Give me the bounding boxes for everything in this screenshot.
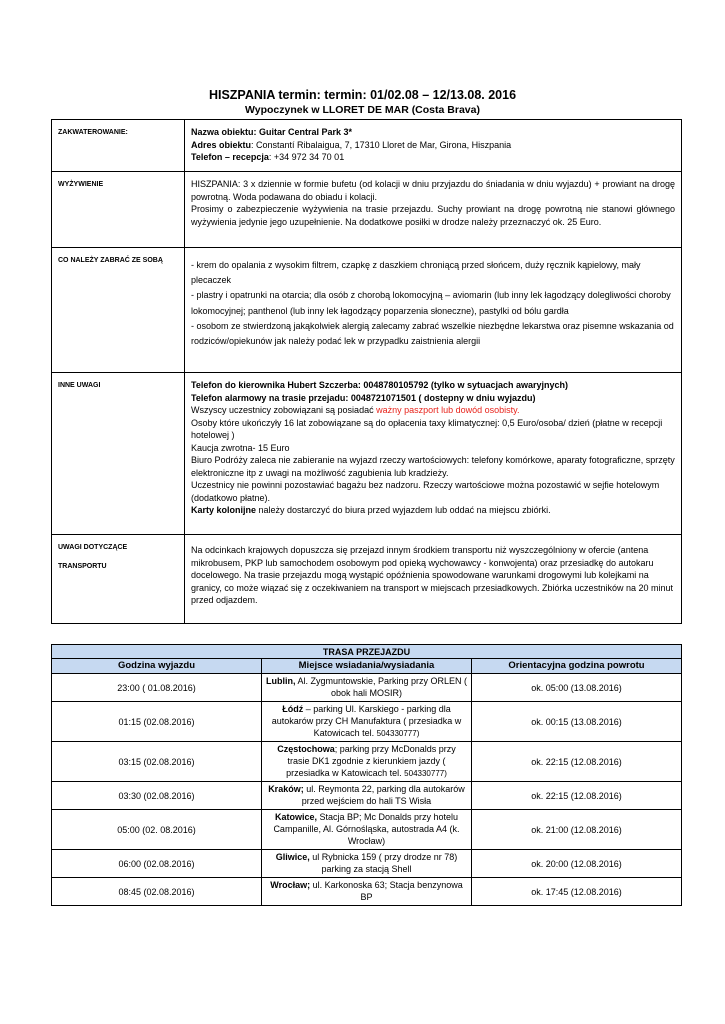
items-row [52, 248, 682, 373]
route-place [262, 742, 472, 782]
route-city: Wrocław; [270, 880, 311, 890]
passport-note [191, 404, 675, 417]
route-departure: 01:15 (02.08.2016) [52, 702, 262, 742]
route-place-text: Stacja BP; Mc Donalds przy hotelu Campanille, Al. Górnośląska, autostrada A4 (k. Wrocław) [273, 812, 460, 846]
food-paragraph-1: HISZPANIA: 3 x dziennie w formie bufetu (od kolacji w dniu przyjazdu do śniadania w dniu wyjazdu) + prowiant na drogę powrotną. Woda podawana do obiadu i kolacji. [191, 179, 675, 202]
col-departure-header: Godzina wyjazdu [52, 659, 262, 674]
phone-label: Telefon – recepcja [191, 152, 269, 162]
passport-highlight: ważny paszport lub dowód osobisty. [376, 405, 520, 415]
name-label: Nazwa obiektu [191, 127, 254, 137]
tax-note: Osoby które ukończyły 16 lat zobowiązane są do opłacenia taxy klimatycznej: 0,5 Euro/osoba/ dzień (płatne w recepcji hotelowej ) [191, 417, 663, 440]
route-city: Lublin, [265, 676, 296, 686]
transport-row [52, 535, 682, 624]
transport-label [52, 535, 185, 624]
food-paragraph-2: Prosimy o zabezpieczenie wyżywienia na trasie przejazdu. Suchy prowiant na drogę powrotną nie stanowi głównego wyżywienia jedynie jego uzupełnienie. Na dodatkowe posiłki w drodze należy przeznaczyć ok. 25 Euro. [191, 204, 675, 227]
route-city: Katowice, [274, 812, 317, 822]
route-phone-note: 504330777) [404, 769, 447, 778]
route-place [262, 674, 472, 702]
route-return: ok. 22:15 (12.08.2016) [472, 742, 682, 782]
valuables-note: Biuro Podróży zaleca nie zabieranie na wyjazd rzeczy wartościowych: telefony komórkowe, aparaty fotograficzne, sprzęty elektroniczne itp z uwagi na możliwość zagubienia lub kradzieży. [191, 455, 675, 478]
cards-note [191, 504, 675, 517]
route-place [262, 782, 472, 810]
route-row [52, 878, 682, 906]
alarm-phone: Telefon alarmowy na trasie przejadu: 0048721071501 ( dostepny w dniu wyjazdu) [191, 392, 536, 403]
items-content [185, 248, 682, 373]
route-place-text: – parking Ul. Karskiego - parking dla autokarów przy CH Manufaktura ( przesiadka w Katowicach tel. [271, 704, 462, 738]
name-value: : Guitar Central Park 3* [253, 127, 353, 137]
transport-text: Na odcinkach krajowych dopuszcza się przejazd innym środkiem transportu niż wyszczególniony w ofercie (antena mikrobusem, PKP lub samochodem osobowym pod opieką wychowawcy - konwojenta) oraz przesiadkę do autokaru docelowego. Na trasie przejazdu mogą wystąpić opóźnienia spowodowane warunkami drogowymi lub kolejkami na granicy, co może wiązać się z oczekiwaniem na transport w miejscach przesiadkowych. Zbiórka uczestników na 20 minut przed odjazdem. [191, 545, 674, 605]
items-line-2: - plastry i opatrunki na otarcia; dla osób z chorobą lokomocyjną – aviomarin (lub inny lek łagodzący dolegliwości choroby lokomocyjnej; panthenol (lub inny lek łagodzący poparzenia słoneczne), pastylki od bólu gardła [191, 290, 671, 316]
route-place-text: ul Rybnicka 159 ( przy drodze nr 78) parking za stacją Shell [309, 852, 458, 874]
route-row [52, 674, 682, 702]
route-place [262, 878, 472, 906]
food-row [52, 172, 682, 248]
col-return-header: Orientacyjna godzina powrotu [472, 659, 682, 674]
route-row [52, 782, 682, 810]
route-place-text: ul. Karkonoska 63; Stacja benzynowa BP [310, 880, 463, 902]
route-header-row [52, 659, 682, 674]
route-return: ok. 20:00 (12.08.2016) [472, 850, 682, 878]
items-line-1: - krem do opalania z wysokim filtrem, czapkę z daszkiem chroniącą przed słońcem, duży ręcznik kąpielowy, mały plecaczek [191, 260, 641, 286]
route-city: Częstochowa [277, 744, 335, 754]
document-subtitle: Wypoczynek w LLORET DE MAR (Costa Brava) [245, 104, 480, 116]
route-table [51, 644, 682, 906]
other-row [52, 373, 682, 535]
route-departure: 03:30 (02.08.2016) [52, 782, 262, 810]
route-city: Łódź [282, 704, 304, 714]
route-phone-note: 504330777) [376, 729, 420, 738]
food-content [185, 172, 682, 248]
route-place [262, 850, 472, 878]
route-row [52, 702, 682, 742]
address-value: : Constantí Ribalaigua, 7, 17310 Lloret de Mar, Girona, Hiszpania [251, 139, 512, 150]
route-departure: 23:00 ( 01.08.2016) [52, 674, 262, 702]
route-departure: 06:00 (02.08.2016) [52, 850, 262, 878]
route-row [52, 810, 682, 850]
transport-label-line-2: TRANSPORTU [58, 563, 107, 570]
route-return: ok. 17:45 (12.08.2016) [472, 878, 682, 906]
route-departure: 03:15 (02.08.2016) [52, 742, 262, 782]
route-place [262, 702, 472, 742]
deposit-note: Kaucja zwrotna- 15 Euro [191, 442, 290, 453]
cards-bold: Karty kolonijne [191, 505, 257, 515]
route-title: TRASA PRZEJAZDU [52, 645, 682, 659]
route-return: ok. 05:00 (13.08.2016) [472, 674, 682, 702]
route-row [52, 742, 682, 782]
route-place-text: ; parking przy McDonalds przy trasie DK1 zgodnie z kierunkiem jazdy ( przesiadka w Katowicach tel. [286, 744, 456, 778]
route-departure: 05:00 (02. 08.2016) [52, 810, 262, 850]
col-place-header: Miejsce wsiadania/wysiadania [262, 659, 472, 674]
route-body [52, 674, 682, 906]
luggage-note: Uczestnicy nie powinni pozostawiać bagażu bez nadzoru. Rzeczy wartościowe można pozostawić w sejfie hotelowym (dodatkowo płatne). [191, 480, 660, 503]
route-return: ok. 00:15 (13.08.2016) [472, 702, 682, 742]
items-line-3: - osobom ze stwierdzoną jakąkolwiek alergią zalecamy zabrać wszelkie niezbędne lekarstwa oraz pisemne wskazania od rodziców/opiekunów jak należy podać lek w przypadku zaistnienia alergii [191, 320, 674, 347]
accommodation-row [52, 120, 682, 172]
route-return: ok. 22:15 (12.08.2016) [472, 782, 682, 810]
food-label: WYŻYWIENIE [52, 172, 185, 248]
route-return: ok. 21:00 (12.08.2016) [472, 810, 682, 850]
address-label: Adres obiektu [191, 139, 252, 150]
route-row [52, 850, 682, 878]
document-title: HISZPANIA termin: termin: 01/02.08 – 12/13.08. 2016 [208, 88, 517, 102]
accommodation-content [185, 120, 682, 172]
transport-content [185, 535, 682, 624]
phone-value: : +34 972 34 70 01 [268, 152, 345, 162]
leader-phone: Telefon do kierownika Hubert Szczerba: 0048780105792 (tylko w sytuacjach awaryjnych) [191, 380, 568, 390]
items-label: CO NALEŻY ZABRAĆ ZE SOBĄ [52, 248, 185, 373]
other-content [185, 373, 682, 535]
cards-rest: należy dostarczyć do biura przed wyjazdem lub oddać na miejscu zbiórki. [256, 505, 551, 515]
route-place-text: ul. Reymonta 22, parking dla autokarów przed wejściem do hali TS Wisła [301, 784, 465, 806]
route-city: Kraków; [268, 784, 304, 794]
route-departure: 08:45 (02.08.2016) [52, 878, 262, 906]
passport-prefix: Wszyscy uczestnicy zobowiązani są posiadać [191, 405, 377, 415]
route-place-text: Al. Zygmuntowskie, Parking przy ORLEN ( obok hali MOSIR) [295, 676, 468, 698]
info-table [51, 119, 682, 624]
transport-label-line-1: UWAGI DOTYCZĄCE [58, 544, 128, 551]
route-title-row [52, 645, 682, 659]
accommodation-label: ZAKWATEROWANIE: [52, 120, 185, 172]
other-label: INNE UWAGI [52, 373, 185, 535]
route-city: Gliwice, [275, 852, 310, 862]
route-place [262, 810, 472, 850]
